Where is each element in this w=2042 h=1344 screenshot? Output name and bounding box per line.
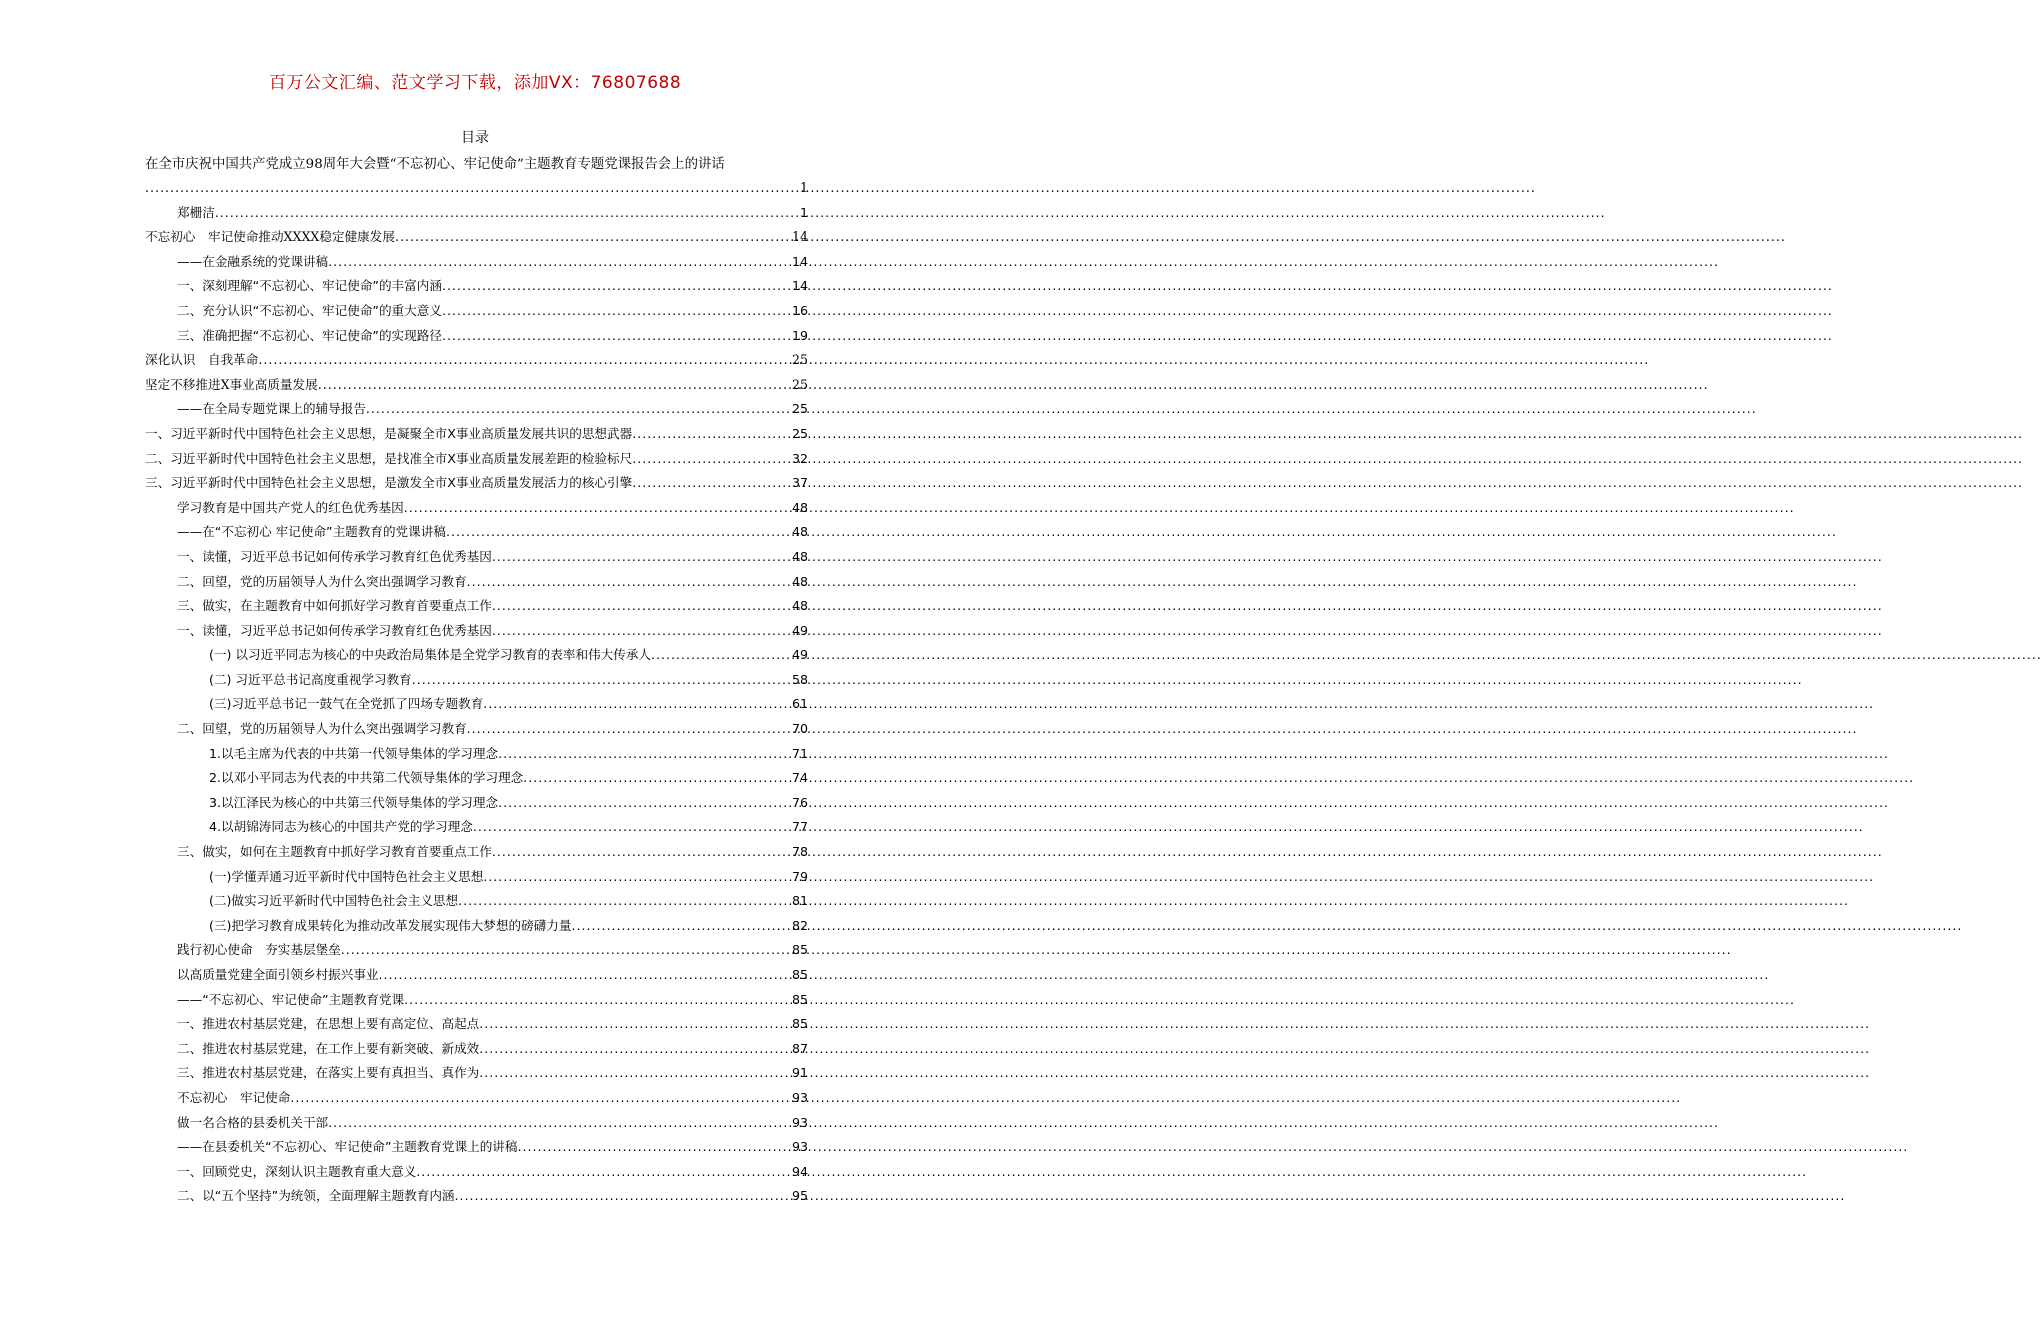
toc-leader-dots [328, 1111, 791, 1136]
toc-leader-dots [632, 447, 791, 472]
toc-page-number: 85 [791, 1016, 808, 1032]
toc-entry[interactable] [145, 840, 808, 865]
toc-entry[interactable] [145, 1012, 808, 1037]
toc-page-number: 85 [791, 991, 808, 1007]
toc-entry-title: 4.以胡锦涛同志为核心的中国共产党的学习理念 [209, 819, 473, 835]
toc-leader-dots [571, 914, 791, 939]
toc-leader-dots [479, 1061, 791, 1086]
toc-leader-dots [412, 668, 791, 693]
toc-entry[interactable] [145, 889, 808, 914]
toc-leader-dots [404, 988, 791, 1013]
toc-entry[interactable] [145, 692, 808, 717]
toc-entry-title: 不忘初心 牢记使命推动XXXX稳定健康发展 [145, 229, 395, 245]
toc-entry-title: 践行初心使命 夯实基层堡垒 [177, 942, 341, 958]
toc-entry[interactable] [145, 938, 808, 963]
toc-leader-dots [523, 766, 791, 791]
toc-entry-title: 做一名合格的县委机关干部 [177, 1114, 329, 1130]
toc-page-number: 71 [791, 745, 808, 761]
toc-entry-title: 二、推进农村基层党建，在工作上要有新突破、新成效 [177, 1040, 480, 1056]
toc-page-number: 70 [791, 721, 808, 737]
toc-entry-title: 三、准确把握“不忘初心、牢记使命”的实现路径 [177, 327, 442, 343]
toc-title: 目录 [461, 130, 489, 146]
toc-entry-title: 学习教育是中国共产党人的红色优秀基因 [177, 499, 404, 515]
toc-entry[interactable] [145, 668, 808, 693]
watermark-header: 百万公文汇编、范文学习下载，添加VX：76807688 [268, 73, 682, 93]
toc-leader-dots [442, 299, 791, 324]
toc-entry[interactable] [145, 1037, 808, 1062]
toc-entry[interactable] [145, 225, 808, 250]
toc-leader-dots [290, 1086, 791, 1111]
toc-leader-dots [467, 570, 791, 595]
toc-page-number: 25 [791, 376, 808, 392]
table-of-contents [145, 152, 808, 1209]
toc-page-number: 93 [791, 1089, 808, 1105]
toc-leader-dots [498, 742, 791, 767]
toc-leader-dots [473, 815, 791, 840]
toc-page-number: 93 [791, 1139, 808, 1155]
toc-leader-dots [416, 1160, 791, 1185]
toc-entry[interactable] [145, 274, 808, 299]
toc-page-number: 93 [791, 1114, 808, 1130]
toc-intro-text: 在全市庆祝中国共产党成立98周年大会暨“不忘初心、牢记使命”主题教育专题党课报告会上的讲话 [145, 157, 725, 172]
toc-page-number: 49 [791, 622, 808, 638]
toc-intro-entry[interactable] [145, 152, 808, 177]
toc-entry[interactable] [145, 447, 808, 472]
toc-leader-dots [483, 865, 791, 890]
toc-entry[interactable] [145, 1061, 808, 1086]
toc-leader-dots [479, 1037, 791, 1062]
toc-entry-title: 一、读懂，习近平总书记如何传承学习教育红色优秀基因 [177, 622, 492, 638]
toc-page-number: 14 [791, 229, 808, 245]
toc-entry-title: 二、充分认识“不忘初心、牢记使命”的重大意义 [177, 302, 442, 318]
toc-entry-title: 三、推进农村基层党建，在落实上要有真担当、真作为 [177, 1065, 480, 1081]
toc-page-number: 19 [791, 327, 808, 343]
toc-leader-dots [492, 594, 791, 619]
toc-page-number: 49 [791, 647, 808, 663]
toc-entry[interactable] [145, 471, 808, 496]
toc-entry[interactable] [145, 791, 808, 816]
toc-entry[interactable] [145, 1135, 808, 1160]
toc-entry[interactable] [145, 570, 808, 595]
toc-leader-dots [341, 938, 791, 963]
toc-entry[interactable] [145, 422, 808, 447]
toc-page-number: 14 [791, 278, 808, 294]
toc-page-number: 74 [791, 770, 808, 786]
toc-entry[interactable] [145, 865, 808, 890]
toc-page-number: 61 [791, 696, 808, 712]
toc-entry-title: 一、推进农村基层党建，在思想上要有高定位、高起点 [177, 1016, 480, 1032]
toc-entry[interactable] [145, 373, 808, 398]
toc-intro-page-row [145, 176, 808, 201]
toc-leader-dots [492, 840, 791, 865]
toc-leader-dots [442, 324, 791, 349]
toc-entry-title: 一、读懂，习近平总书记如何传承学习教育红色优秀基因 [177, 548, 492, 564]
toc-leader-dots [442, 274, 791, 299]
toc-page-number: 82 [791, 917, 808, 933]
toc-leader-dots [258, 348, 791, 373]
toc-leader-dots [145, 176, 799, 201]
toc-leader-dots [492, 545, 791, 570]
toc-entry[interactable] [145, 742, 808, 767]
toc-leader-dots [366, 397, 791, 422]
toc-entry-title: (三)习近平总书记一鼓气在全党抓了四场专题教育 [209, 696, 484, 712]
toc-page-number: 48 [791, 598, 808, 614]
toc-entry-title: 三、习近平新时代中国特色社会主义思想，是激发全市X事业高质量发展活力的核心引擎 [145, 475, 633, 491]
toc-entry-title: 二、回望，党的历届领导人为什么突出强调学习教育 [177, 573, 467, 589]
toc-entry[interactable] [145, 594, 808, 619]
toc-leader-dots [215, 201, 799, 226]
toc-entry-title: 3.以江泽民为核心的中共第三代领导集体的学习理念 [209, 794, 499, 810]
toc-leader-dots [328, 250, 791, 275]
toc-entry-title: ——在金融系统的党课讲稿 [177, 253, 329, 269]
toc-entry[interactable] [145, 250, 808, 275]
toc-page-number: 95 [791, 1188, 808, 1204]
toc-page-number: 79 [791, 868, 808, 884]
toc-page-number: 25 [791, 352, 808, 368]
toc-entry[interactable] [145, 963, 808, 988]
toc-leader-dots [632, 422, 791, 447]
toc-entry-title: 二、回望，党的历届领导人为什么突出强调学习教育 [177, 721, 467, 737]
toc-page-number: 91 [791, 1065, 808, 1081]
toc-page-number: 94 [791, 1163, 808, 1179]
toc-leader-dots [467, 717, 791, 742]
toc-leader-dots [395, 225, 791, 250]
toc-entry[interactable] [145, 1111, 808, 1136]
toc-leader-dots [446, 520, 791, 545]
toc-entry[interactable] [145, 496, 808, 521]
toc-entry-title: ——在“不忘初心 牢记使命”主题教育的党课讲稿 [177, 524, 446, 540]
toc-leader-dots [379, 963, 791, 988]
toc-page-number: 85 [791, 967, 808, 982]
toc-entry-title: 二、以“五个坚持”为统领，全面理解主题教育内涵 [177, 1188, 455, 1204]
toc-entry[interactable] [145, 201, 808, 226]
toc-entry-title: 1.以毛主席为代表的中共第一代领导集体的学习理念 [209, 745, 499, 761]
toc-leader-dots [492, 619, 791, 644]
toc-page-number: 78 [791, 844, 808, 860]
toc-entry[interactable] [145, 1086, 808, 1111]
toc-page-number: 16 [791, 302, 808, 318]
toc-page-number: 48 [791, 548, 808, 564]
toc-entry[interactable] [145, 815, 808, 840]
toc-entry[interactable] [145, 299, 808, 324]
toc-leader-dots [632, 471, 791, 496]
toc-entry[interactable] [145, 324, 808, 349]
toc-entry-title: 三、做实，在主题教育中如何抓好学习教育首要重点工作 [177, 598, 492, 614]
toc-page-number: 85 [791, 942, 808, 958]
toc-entry-title: ——“不忘初心、牢记使命”主题教育党课 [177, 991, 405, 1007]
toc-entry[interactable] [145, 397, 808, 422]
toc-entry-title: 一、习近平新时代中国特色社会主义思想，是凝聚全市X事业高质量发展共识的思想武器 [145, 425, 633, 441]
toc-page-number: 48 [791, 524, 808, 540]
toc-entry-list [145, 201, 808, 1209]
toc-page-number: 77 [791, 819, 808, 835]
toc-entry-title: 二、习近平新时代中国特色社会主义思想，是找准全市X事业高质量发展差距的检验标尺 [145, 450, 633, 466]
toc-page-number: 1 [799, 204, 808, 220]
toc-entry-title: (二)做实习近平新时代中国特色社会主义思想 [209, 893, 459, 909]
toc-leader-dots [455, 1184, 791, 1209]
toc-entry[interactable] [145, 348, 808, 373]
toc-entry[interactable] [145, 545, 808, 570]
toc-entry-title: 一、深刻理解“不忘初心、牢记使命”的丰富内涵 [177, 278, 442, 294]
toc-entry-title: 深化认识 自我革命 [145, 352, 259, 368]
toc-entry-title: (二) 习近平总书记高度重视学习教育 [209, 671, 412, 687]
toc-entry[interactable] [145, 766, 808, 791]
toc-page-number: 14 [791, 253, 808, 269]
toc-entry-title: ——在全局专题党课上的辅导报告 [177, 401, 366, 417]
toc-leader-dots [458, 889, 791, 914]
toc-entry-title: (三)把学习教育成果转化为推动改革发展实现伟大梦想的磅礴力量 [209, 917, 572, 933]
toc-entry-title: (一) 以习近平同志为核心的中央政治局集体是全党学习教育的表率和伟大传承人 [209, 647, 652, 663]
toc-entry[interactable] [145, 643, 808, 668]
toc-page-number: 25 [791, 425, 808, 441]
toc-page-number: 81 [791, 893, 808, 909]
toc-leader-dots [483, 692, 791, 717]
toc-page-number: 48 [791, 499, 808, 515]
toc-page-number: 1 [799, 180, 808, 195]
toc-leader-dots [318, 373, 791, 398]
toc-entry[interactable] [145, 988, 808, 1013]
toc-entry[interactable] [145, 1160, 808, 1185]
toc-leader-dots [518, 1135, 791, 1160]
toc-entry-title: ——在县委机关“不忘初心、牢记使命”主题教育党课上的讲稿 [177, 1139, 518, 1155]
toc-entry-title: 一、回顾党史，深刻认识主题教育重大意义 [177, 1163, 417, 1179]
toc-page-number: 48 [791, 573, 808, 589]
toc-leader-dots [404, 496, 791, 521]
toc-entry-title: 三、做实，如何在主题教育中抓好学习教育首要重点工作 [177, 844, 492, 860]
toc-leader-dots [479, 1012, 791, 1037]
toc-entry-title: (一)学懂弄通习近平新时代中国特色社会主义思想 [209, 868, 484, 884]
toc-entry-title: 郑栅洁 [177, 204, 215, 220]
toc-leader-dots [651, 643, 791, 668]
toc-entry[interactable] [145, 717, 808, 742]
toc-page-number: 25 [791, 401, 808, 417]
toc-entry[interactable] [145, 520, 808, 545]
toc-page-number: 37 [791, 475, 808, 491]
toc-entry-title: 2.以邓小平同志为代表的中共第二代领导集体的学习理念 [209, 770, 524, 786]
toc-entry-title: 坚定不移推进X事业高质量发展 [145, 376, 318, 392]
toc-entry[interactable] [145, 619, 808, 644]
toc-entry-title: 以高质量党建全面引领乡村振兴事业 [177, 967, 379, 982]
toc-entry-title: 不忘初心 牢记使命 [177, 1089, 291, 1105]
toc-entry[interactable] [145, 1184, 808, 1209]
toc-page-number: 58 [791, 671, 808, 687]
toc-page-number: 87 [791, 1040, 808, 1056]
toc-page-number: 76 [791, 794, 808, 810]
toc-entry[interactable] [145, 914, 808, 939]
toc-leader-dots [498, 791, 791, 816]
toc-page-number: 32 [791, 450, 808, 466]
